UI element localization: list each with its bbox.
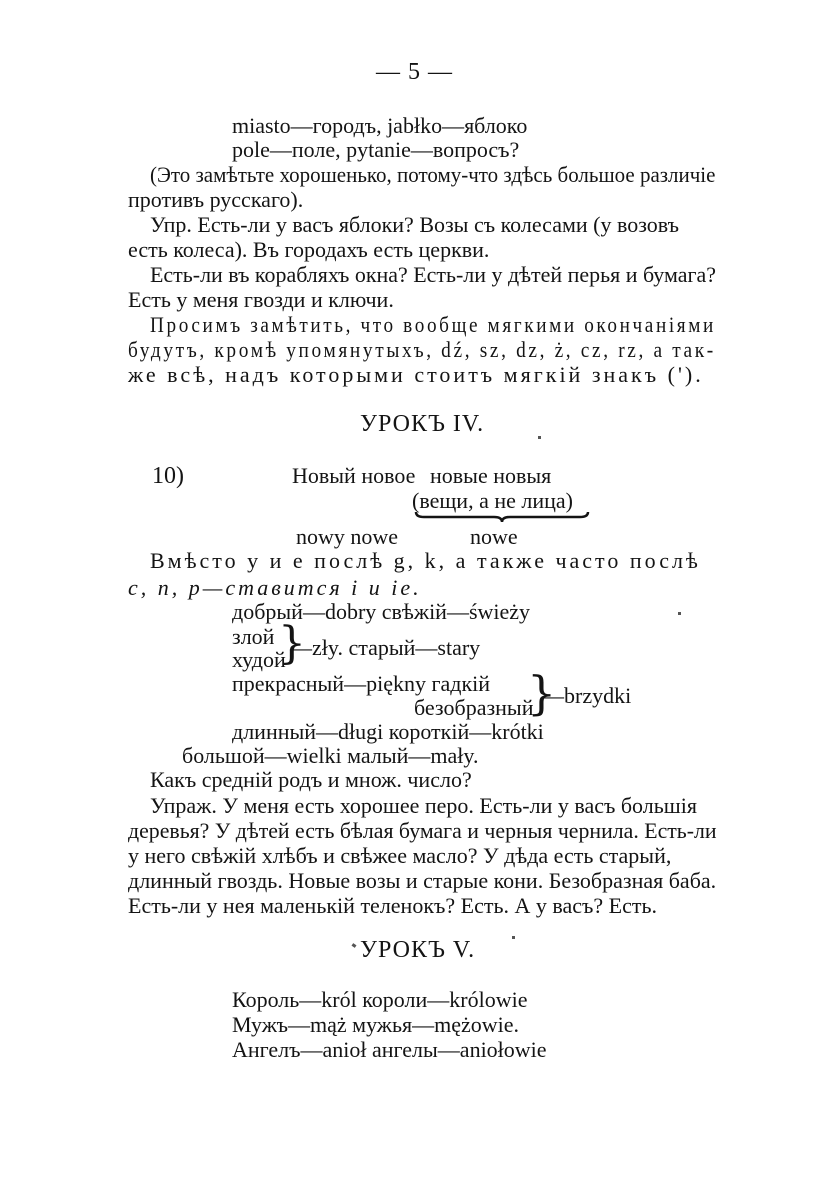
text-line: Есть у меня гвозди и ключи.: [128, 287, 394, 312]
text-line: Король—król короли—królowie: [232, 987, 528, 1012]
text-line: будутъ, кромѣ упомянутыхъ, dź, sz, dz, ż, cz, rz, а так-: [128, 337, 716, 362]
text-line: же всѣ, надъ которыми стоитъ мягкій знакъ (').: [128, 362, 704, 387]
text-line: Просимъ замѣтить, что вообще мягкими окончаніями: [150, 312, 716, 337]
text-line: Есть-ли у нея маленькій теленокъ? Есть. А у васъ? Есть.: [128, 893, 658, 918]
text-line: новые новыя: [430, 463, 552, 488]
ink-speck: [352, 943, 357, 948]
text-line: —zły. старый—stary: [290, 635, 481, 660]
text-line: Новый новое: [292, 463, 416, 488]
ink-speck: [538, 436, 541, 439]
brace-icon: }: [527, 666, 557, 720]
text-line: большой—wielki малый—mały.: [182, 743, 479, 768]
text-line: (Это замѣтьте хорошенько, потому-что здѣсь большое различіе: [150, 162, 716, 187]
ink-speck: [512, 936, 515, 939]
text-line: Ангелъ—anioł ангелы—aniołowie: [232, 1037, 547, 1062]
text-line: Упраж. У меня есть хорошее перо. Есть-ли у васъ большія: [150, 793, 697, 818]
text-line: длинный гвоздь. Новые возы и старые кони. Безобразная баба.: [128, 868, 717, 893]
text-line: nowe: [470, 524, 518, 549]
lesson-title: УРОКЪ IV.: [360, 411, 485, 437]
text-line: деревья? У дѣтей есть бѣлая бумага и черныя чернила. Есть-ли: [128, 818, 717, 843]
underbrace-icon: [414, 510, 590, 524]
text-line: Упр. Есть-ли у васъ яблоки? Возы съ колесами (у возовъ: [150, 212, 680, 237]
text-line: длинный—długi короткій—krótki: [232, 719, 544, 744]
brace-icon: }: [278, 618, 306, 669]
text-line: nowy nowe: [296, 524, 399, 549]
page-number: — 5 —: [376, 59, 453, 85]
text-line: Мужъ—mąż мужья—mężowie.: [232, 1012, 520, 1037]
text-line: противъ русскаго).: [128, 187, 304, 212]
text-line: (вещи, а не лица): [412, 488, 573, 513]
text-line: Какъ среднiй родъ и множ. число?: [150, 767, 472, 792]
lesson-title: УРОКЪ V.: [360, 937, 476, 963]
text-line: Есть-ли въ корабляхъ окна? Есть-ли у дѣтей перья и бумага?: [150, 262, 716, 287]
ink-speck: [678, 612, 681, 615]
text-line: у него свѣжій хлѣбъ и свѣжее масло? У дѣда есть старый,: [128, 843, 672, 868]
exercise-number: 10): [152, 463, 184, 489]
text-line: —brzydki: [542, 683, 632, 708]
text-line: c, n, p—ставится i и ie.: [128, 575, 422, 600]
text-line: Вмѣсто y и e послѣ g, k, а также часто послѣ: [150, 548, 701, 573]
text-line: добрый—dobry свѣжій—świeży: [232, 599, 531, 624]
text-line: безобразный: [414, 695, 534, 720]
text-line: худой: [232, 647, 286, 672]
text-line: есть колеса). Въ городахъ есть церкви.: [128, 237, 490, 262]
text-line: прекрасный—piękny гадкій: [232, 671, 491, 696]
text-line: pole—поле, pytanie—вопросъ?: [232, 137, 520, 162]
text-line: злой: [232, 624, 275, 649]
text-line: miasto—городъ, jabłko—яблоко: [232, 113, 528, 138]
